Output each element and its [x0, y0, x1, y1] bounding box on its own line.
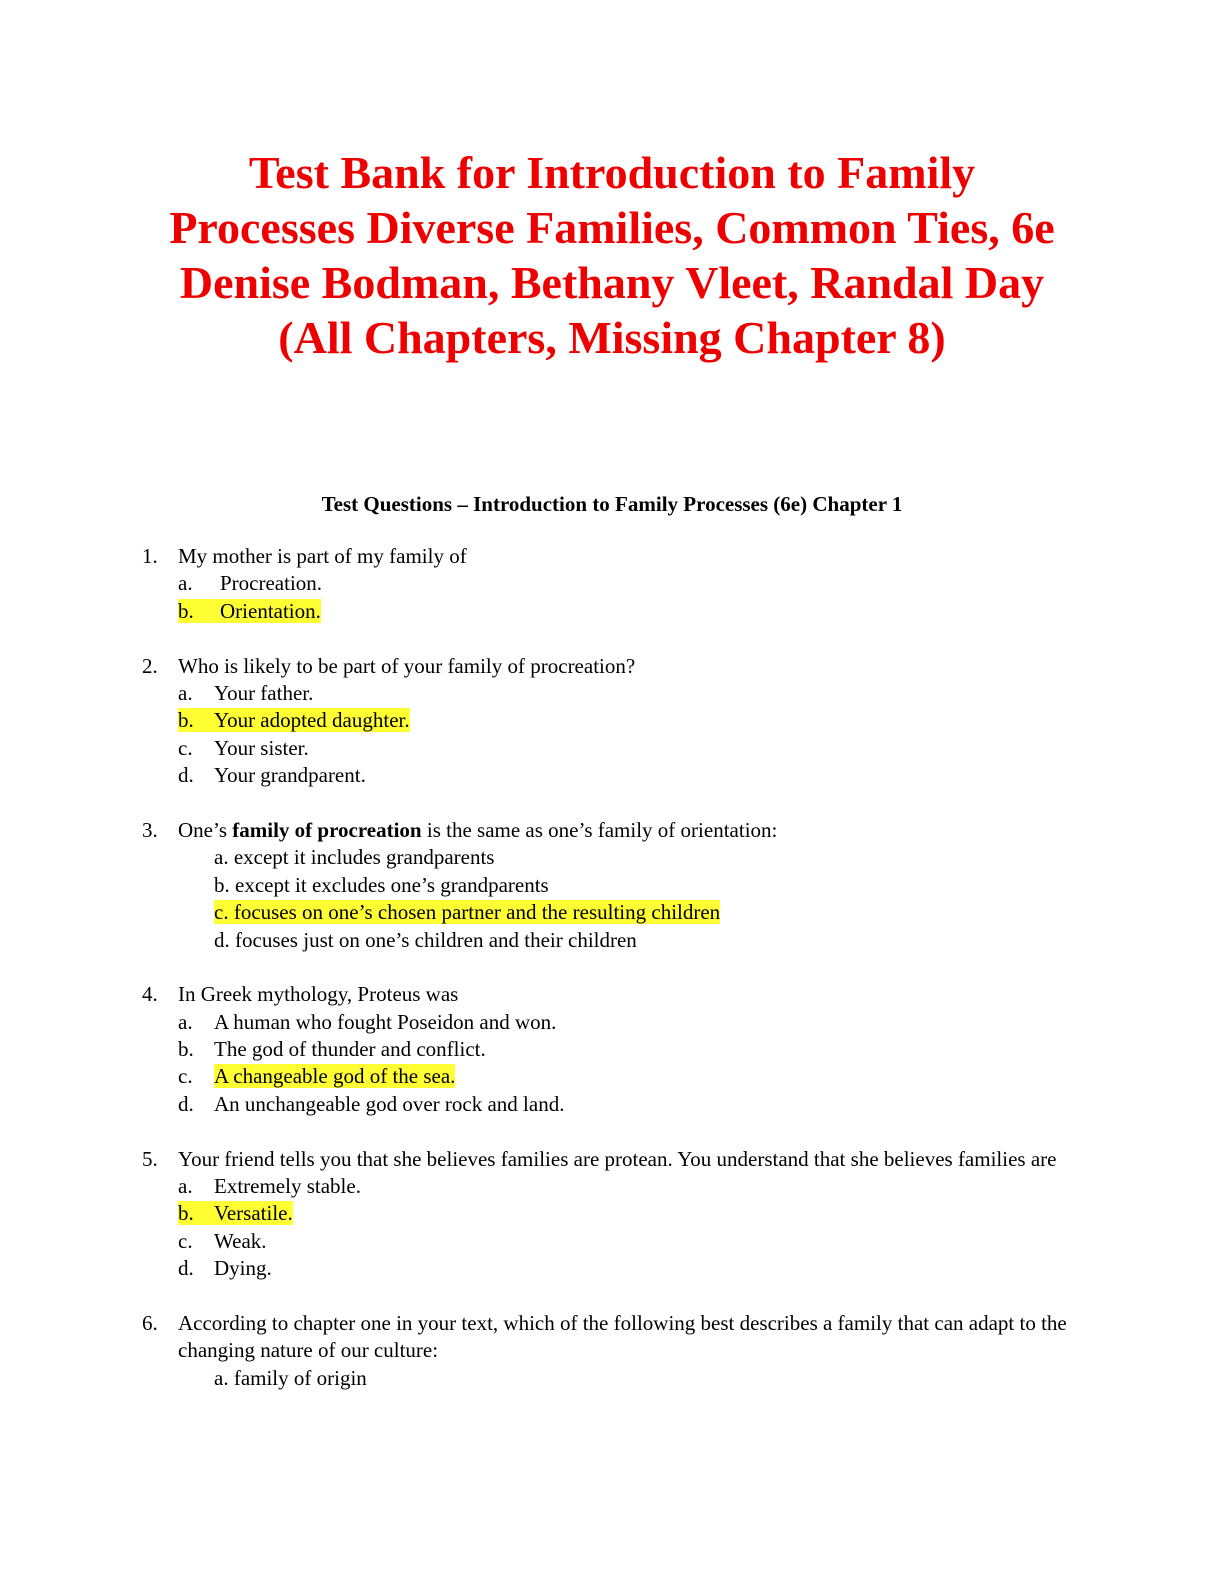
option-text: Versatile. [214, 1201, 293, 1226]
question-text-before: One’s [178, 817, 233, 842]
option-b [178, 1036, 1224, 1063]
title-line-2: Processes Diverse Families, Common Ties, 6e [169, 202, 1055, 253]
option-text: Your father. [214, 680, 314, 705]
question-list [0, 543, 1224, 1392]
question-3 [0, 817, 1224, 954]
option-text: Weak. [214, 1228, 267, 1253]
option-c [178, 735, 1224, 762]
option-letter: b. [178, 598, 194, 623]
question-5 [0, 1146, 1224, 1283]
option-d [178, 1255, 1224, 1282]
option-letter: b. [178, 1037, 194, 1062]
option-b [214, 872, 1224, 899]
option-text: Orientation. [220, 598, 321, 623]
question-text: In Greek mythology, Proteus was [178, 982, 459, 1007]
option-text: An unchangeable god over rock and land. [214, 1091, 565, 1116]
option-letter: a. [178, 571, 193, 596]
question-number: 3. [142, 817, 158, 842]
option-letter: b. [178, 1201, 194, 1226]
option-text: Your grandparent. [214, 763, 366, 788]
question-text: According to chapter one in your text, which of the following best describes a family that can adapt to the changing nature of our culture: [178, 1311, 1067, 1363]
option-text: The god of thunder and conflict. [214, 1037, 486, 1062]
question-number: 5. [142, 1146, 158, 1171]
question-1 [0, 543, 1224, 625]
option-letter: a. [178, 1174, 193, 1199]
question-number: 6. [142, 1311, 158, 1336]
option-text: a. except it includes grandparents [214, 845, 495, 870]
section-heading: Test Questions – Introduction to Family Processes (6e) Chapter 1 [321, 492, 903, 516]
option-text: Dying. [214, 1256, 272, 1281]
option-text: A changeable god of the sea. [214, 1064, 456, 1089]
option-d [178, 762, 1224, 789]
option-c [214, 899, 1224, 926]
question-text-bold: family of procreation [232, 817, 422, 842]
option-letter: c. [178, 1228, 193, 1253]
title-line-3: Denise Bodman, Bethany Vleet, Randal Day [179, 257, 1045, 308]
option-letter: d. [178, 1256, 194, 1281]
option-letter: a. [178, 680, 193, 705]
option-a [214, 844, 1224, 871]
question-number: 4. [142, 982, 158, 1007]
option-text: c. focuses on one’s chosen partner and the resulting children [214, 900, 721, 925]
option-a [214, 1365, 1224, 1392]
option-text: Procreation. [220, 571, 323, 596]
option-letter: d. [178, 1091, 194, 1116]
option-text: d. focuses just on one’s children and their children [214, 927, 637, 952]
option-c [178, 1228, 1224, 1255]
option-a [178, 1009, 1224, 1036]
option-d [178, 1091, 1224, 1118]
question-number: 2. [142, 653, 158, 678]
option-letter: b. [178, 708, 194, 733]
option-b [178, 598, 1224, 625]
option-letter: a. [178, 1009, 193, 1034]
title-line-1: Test Bank for Introduction to Family [248, 147, 976, 198]
option-b [178, 707, 1224, 734]
question-2 [0, 653, 1224, 790]
question-4 [0, 981, 1224, 1118]
option-text: Extremely stable. [214, 1174, 361, 1199]
option-a [178, 680, 1224, 707]
option-letter: c. [178, 735, 193, 760]
title-line-4: (All Chapters, Missing Chapter 8) [278, 312, 946, 363]
question-6 [0, 1310, 1224, 1392]
option-text: A human who fought Poseidon and won. [214, 1009, 557, 1034]
option-text: Your sister. [214, 735, 309, 760]
option-letter: c. [178, 1064, 193, 1089]
option-c [178, 1063, 1224, 1090]
option-a [178, 570, 1224, 597]
option-d [214, 927, 1224, 954]
question-text: Your friend tells you that she believes families are protean. You understand that she believes families are [178, 1146, 1057, 1171]
question-text: Who is likely to be part of your family of procreation? [178, 653, 636, 678]
document-title [0, 145, 1224, 365]
option-text: b. except it excludes one’s grandparents [214, 872, 549, 897]
option-a [178, 1173, 1224, 1200]
question-text [178, 817, 1078, 844]
option-text: a. family of origin [214, 1365, 367, 1390]
option-b [178, 1200, 1224, 1227]
question-text-after: is the same as one’s family of orientation: [421, 817, 778, 842]
option-letter: d. [178, 763, 194, 788]
question-text: My mother is part of my family of [178, 544, 467, 568]
question-number: 1. [142, 544, 158, 568]
option-text: Your adopted daughter. [214, 708, 410, 733]
